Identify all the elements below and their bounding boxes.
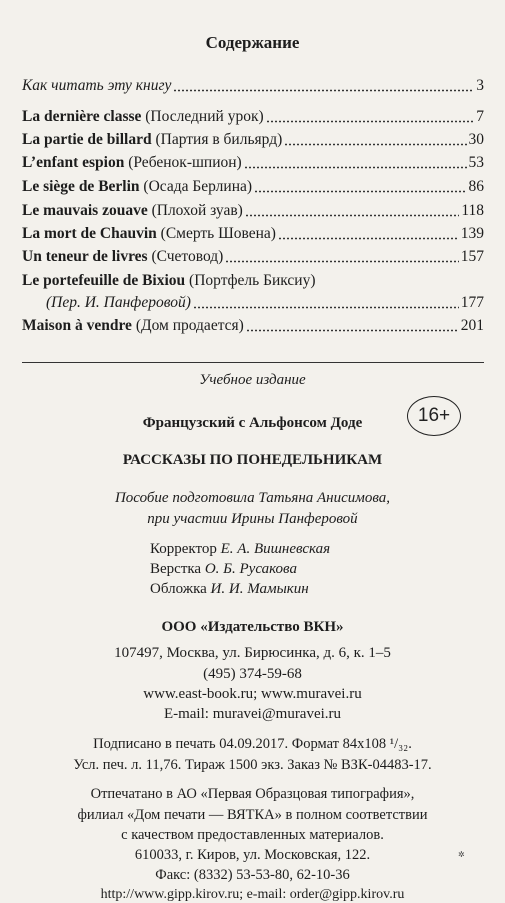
toc-entry-label [22,201,243,221]
toc-entry-label [22,130,282,150]
printer-line-4: 610033, г. Киров, ул. Московская, 122. [134,847,371,863]
publisher-email: E-mail: muravei@muravei.ru [163,706,342,722]
toc-entry-label [46,293,191,313]
toc-entry-label [22,224,276,244]
toc-entry-label [22,153,242,173]
publisher-web: www.east-book.ru; www.muravei.ru [143,686,362,702]
toc-entry-subtitle: (Осада Берлина) [143,178,253,195]
printer-line-5: Факс: (8332) 53-53-80, 62-10-36 [155,867,350,883]
toc-leader-dots [225,247,458,267]
toc-entry-title: L’enfant espion [22,154,125,171]
toc-page-number: 30 [468,131,484,148]
toc-entry-title: Le siège de Berlin [22,178,140,195]
toc-leader-dots [244,153,467,173]
toc-page-number: 118 [461,202,484,219]
credit-role: Корректор [150,541,217,557]
toc-page-number: 7 [476,108,484,125]
credit-layout [150,561,297,578]
toc-entry [22,247,484,267]
toc-entry-label [22,76,171,96]
toc-page-number: 139 [460,225,484,242]
toc-entry-title: Un teneur de livres [22,248,148,265]
toc-leader-dots [284,130,466,150]
toc-title: Содержание [205,33,300,52]
toc-entry [22,130,484,150]
toc-entry-title: La dernière classe [22,108,142,125]
age-rating-badge: 16+ [407,396,461,436]
toc-page-number: 53 [468,154,484,171]
edition-type: Учебное издание [199,372,306,388]
credit-name: О. Б. Русакова [204,561,297,577]
toc-entry-subtitle: (Последний урок) [145,108,264,125]
toc-page-number: 157 [460,248,484,265]
toc-leader-dots [173,76,474,96]
toc-entry-label [22,316,244,336]
toc-entry-title: La partie de billard [22,131,152,148]
toc-page-number: 201 [460,317,484,334]
printer-mark-icon: ✲ [458,850,465,859]
publisher-phone: (495) 374-59-68 [203,666,302,682]
credit-cover [150,581,309,598]
toc-entry [22,316,484,336]
toc-leader-dots [246,316,459,336]
toc-entry [22,76,484,96]
author-line-2: при участии Ирины Панферовой [147,511,358,527]
credit-name: Е. А. Вишневская [220,541,331,557]
section-divider [22,362,484,363]
toc-entry-title: Le portefeuille de Bixiou [22,272,186,289]
toc-entry [22,271,484,291]
toc-entry [22,177,484,197]
toc-page-number: 86 [468,178,484,195]
toc-entry-subtitle: (Партия в бильярд) [155,131,283,148]
credit-role: Верстка [150,561,202,577]
toc-entry-subtitle: Как читать эту книгу [22,77,172,94]
printer-line-2: филиал «Дом печати — ВЯТКА» в полном соответствии [77,807,428,823]
toc-entry-subtitle: (Портфель Биксиу) [189,272,316,289]
toc-entry-title: Le mauvais zouave [22,202,148,219]
toc-leader-dots [193,293,459,313]
toc-leader-dots [254,177,466,197]
toc-entry-subtitle: (Счетовод) [151,248,224,265]
toc-leader-dots [266,107,475,127]
printer-line-1: Отпечатано в АО «Первая Образцовая типография», [90,786,415,802]
toc-entry [22,153,484,173]
publisher-name: ООО «Издательство ВКН» [161,619,344,635]
toc-entry-label [22,247,223,267]
toc-entry-subtitle: (Плохой зуав) [151,202,243,219]
credit-role: Обложка [150,581,207,597]
printer-line-6: http://www.gipp.kirov.ru; e-mail: order@gipp.kirov.ru [100,887,405,902]
toc-leader-dots [278,224,459,244]
printer-line-3: с качеством предоставленных материалов. [121,827,384,843]
toc-entry-title: Maison à vendre [22,317,132,334]
publisher-address: 107497, Москва, ул. Бирюсинка, д. 6, к. 1–5 [114,645,391,661]
series-title: Французский с Альфонсом Доде [142,415,363,431]
credit-name: И. И. Мамыкин [210,581,309,597]
toc-entry-label [22,177,252,197]
toc-entry [22,201,484,221]
print-info-line-2: Усл. печ. л. 11,76. Тираж 1500 экз. Заказ № ВЗК-04483-17. [73,757,432,773]
toc-leader-dots [245,201,459,221]
toc-entry-subtitle: (Ребенок-шпион) [128,154,242,171]
toc-entry-title: La mort de Chauvin [22,225,157,242]
toc-page-number: 3 [476,77,484,94]
toc-entry [46,293,484,313]
toc-entry-label [22,107,264,127]
toc-entry-subtitle: (Дом продается) [135,317,244,334]
toc-page-number: 177 [460,294,484,311]
toc-entry [22,224,484,244]
credit-proofreader [150,541,330,558]
toc-entry-subtitle: (Пер. И. Панферовой) [46,294,191,311]
print-info-line-1: Подписано в печать 04.09.2017. Формат 84x108 ¹/₃₂. [93,736,412,752]
book-title: РАССКАЗЫ ПО ПОНЕДЕЛЬНИКАМ [122,452,383,468]
toc-entry-label [22,271,316,291]
toc-entry [22,107,484,127]
author-line-1: Пособие подготовила Татьяна Анисимова, [114,490,391,506]
toc-entry-subtitle: (Смерть Шовена) [160,225,276,242]
